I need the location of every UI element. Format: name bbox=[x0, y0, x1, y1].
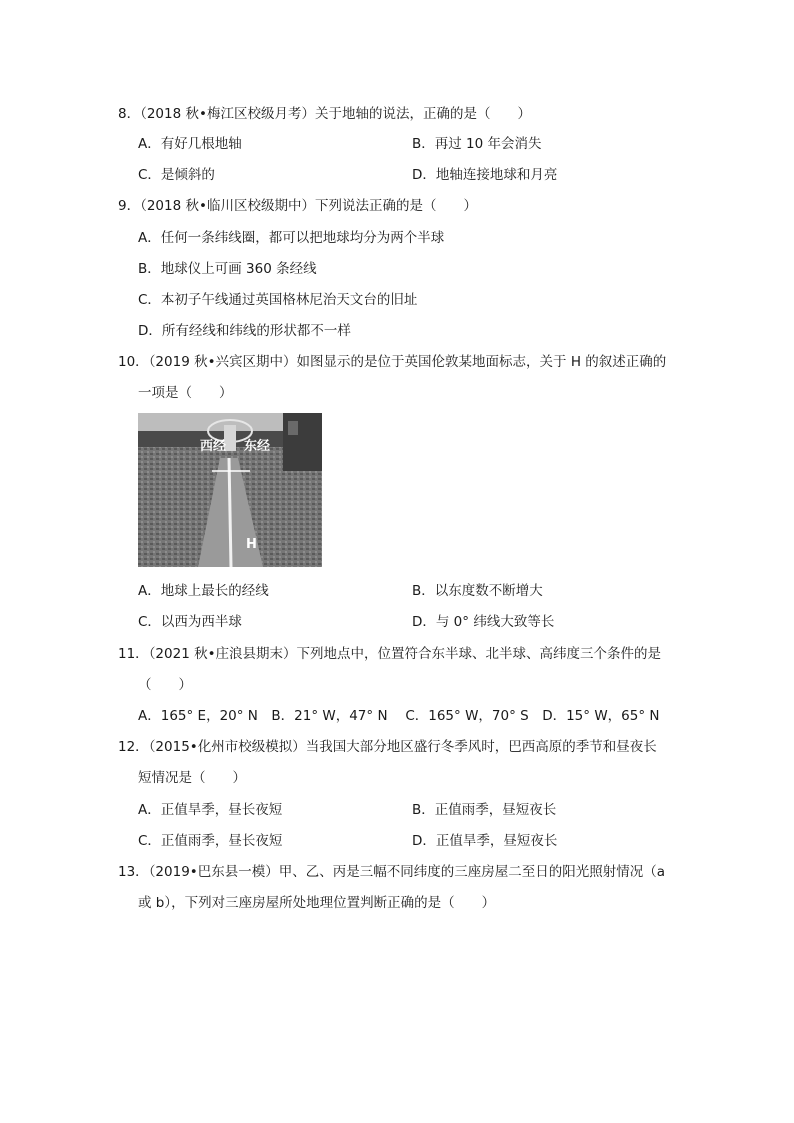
question-8-option-b[interactable]: B．再过 10 年会消失 bbox=[412, 136, 542, 152]
question-10-stem-continued: 一项是（ ） bbox=[138, 385, 233, 401]
question-number: 13． bbox=[118, 864, 149, 880]
question-number: 10． bbox=[118, 354, 149, 370]
question-number: 11． bbox=[118, 646, 149, 662]
question-8-stem bbox=[118, 104, 531, 124]
question-9-option-b[interactable]: B．地球仪上可画 360 条经线 bbox=[138, 261, 317, 277]
question-13-stem-continued: 或 b），下列对三座房屋所处地理位置判断正确的是（ ） bbox=[138, 895, 496, 911]
question-11-stem-continued: （ ） bbox=[138, 677, 192, 693]
question-12-option-a[interactable]: A．正值旱季，昼长夜短 bbox=[138, 802, 283, 818]
question-text: （2018 秋•临川区校级期中）下列说法正确的是（ ） bbox=[140, 198, 477, 214]
question-10-stem bbox=[118, 352, 666, 372]
question-8-option-d[interactable]: D．地轴连接地球和月亮 bbox=[412, 167, 558, 183]
question-10-option-c[interactable]: C．以西为西半球 bbox=[138, 614, 242, 630]
question-12-stem-continued: 短情况是（ ） bbox=[138, 770, 246, 786]
question-number: 12． bbox=[118, 739, 149, 755]
question-10-option-b[interactable]: B．以东度数不断增大 bbox=[412, 583, 543, 599]
question-text: （2021 秋•庄浪县期末）下列地点中，位置符合东半球、北半球、高纬度三个条件的是 bbox=[148, 646, 662, 662]
h-label: H bbox=[246, 537, 257, 552]
question-text: （2018 秋•梅江区校级月考）关于地轴的说法，正确的是（ ） bbox=[140, 106, 531, 122]
question-text: （2015•化州市校级模拟）当我国大部分地区盛行冬季风时，巴西高原的季节和昼夜长 bbox=[148, 739, 657, 755]
question-11-stem bbox=[118, 644, 661, 664]
question-10-option-a[interactable]: A．地球上最长的经线 bbox=[138, 583, 269, 599]
question-8-option-a[interactable]: A．有好几根地轴 bbox=[138, 136, 242, 152]
question-9-option-d[interactable]: D．所有经线和纬线的形状都不一样 bbox=[138, 323, 351, 339]
question-12-stem bbox=[118, 737, 657, 757]
question-10-option-d[interactable]: D．与 0° 纬线大致等长 bbox=[412, 614, 555, 630]
question-12-option-b[interactable]: B．正值雨季，昼短夜长 bbox=[412, 802, 557, 818]
greenwich-meridian-photo bbox=[138, 413, 322, 567]
question-text: （2019•巴东县一模）甲、乙、丙是三幅不同纬度的三座房屋二至日的阳光照射情况（a bbox=[148, 864, 666, 880]
question-9-option-c[interactable]: C．本初子午线通过英国格林尼治天文台的旧址 bbox=[138, 292, 418, 308]
question-12-option-d[interactable]: D．正值旱季，昼短夜长 bbox=[412, 833, 558, 849]
east-longitude-label: 东经 bbox=[244, 439, 271, 454]
question-number: 9． bbox=[118, 198, 141, 214]
question-13-stem bbox=[118, 862, 665, 882]
question-11-options[interactable]: A．165° E，20° N B．21° W，47° N C．165° W，70° S D．15° W，65° N bbox=[138, 708, 660, 724]
question-12-option-c[interactable]: C．正值雨季，昼长夜短 bbox=[138, 833, 283, 849]
question-text: （2019 秋•兴宾区期中）如图显示的是位于英国伦敦某地面标志，关于 H 的叙述正确的 bbox=[148, 354, 667, 370]
question-8-option-c[interactable]: C．是倾斜的 bbox=[138, 167, 215, 183]
west-longitude-label: 西经 bbox=[200, 439, 227, 454]
question-9-option-a[interactable]: A．任何一条纬线圈，都可以把地球均分为两个半球 bbox=[138, 230, 445, 246]
question-9-stem bbox=[118, 196, 477, 216]
question-number: 8． bbox=[118, 106, 141, 122]
